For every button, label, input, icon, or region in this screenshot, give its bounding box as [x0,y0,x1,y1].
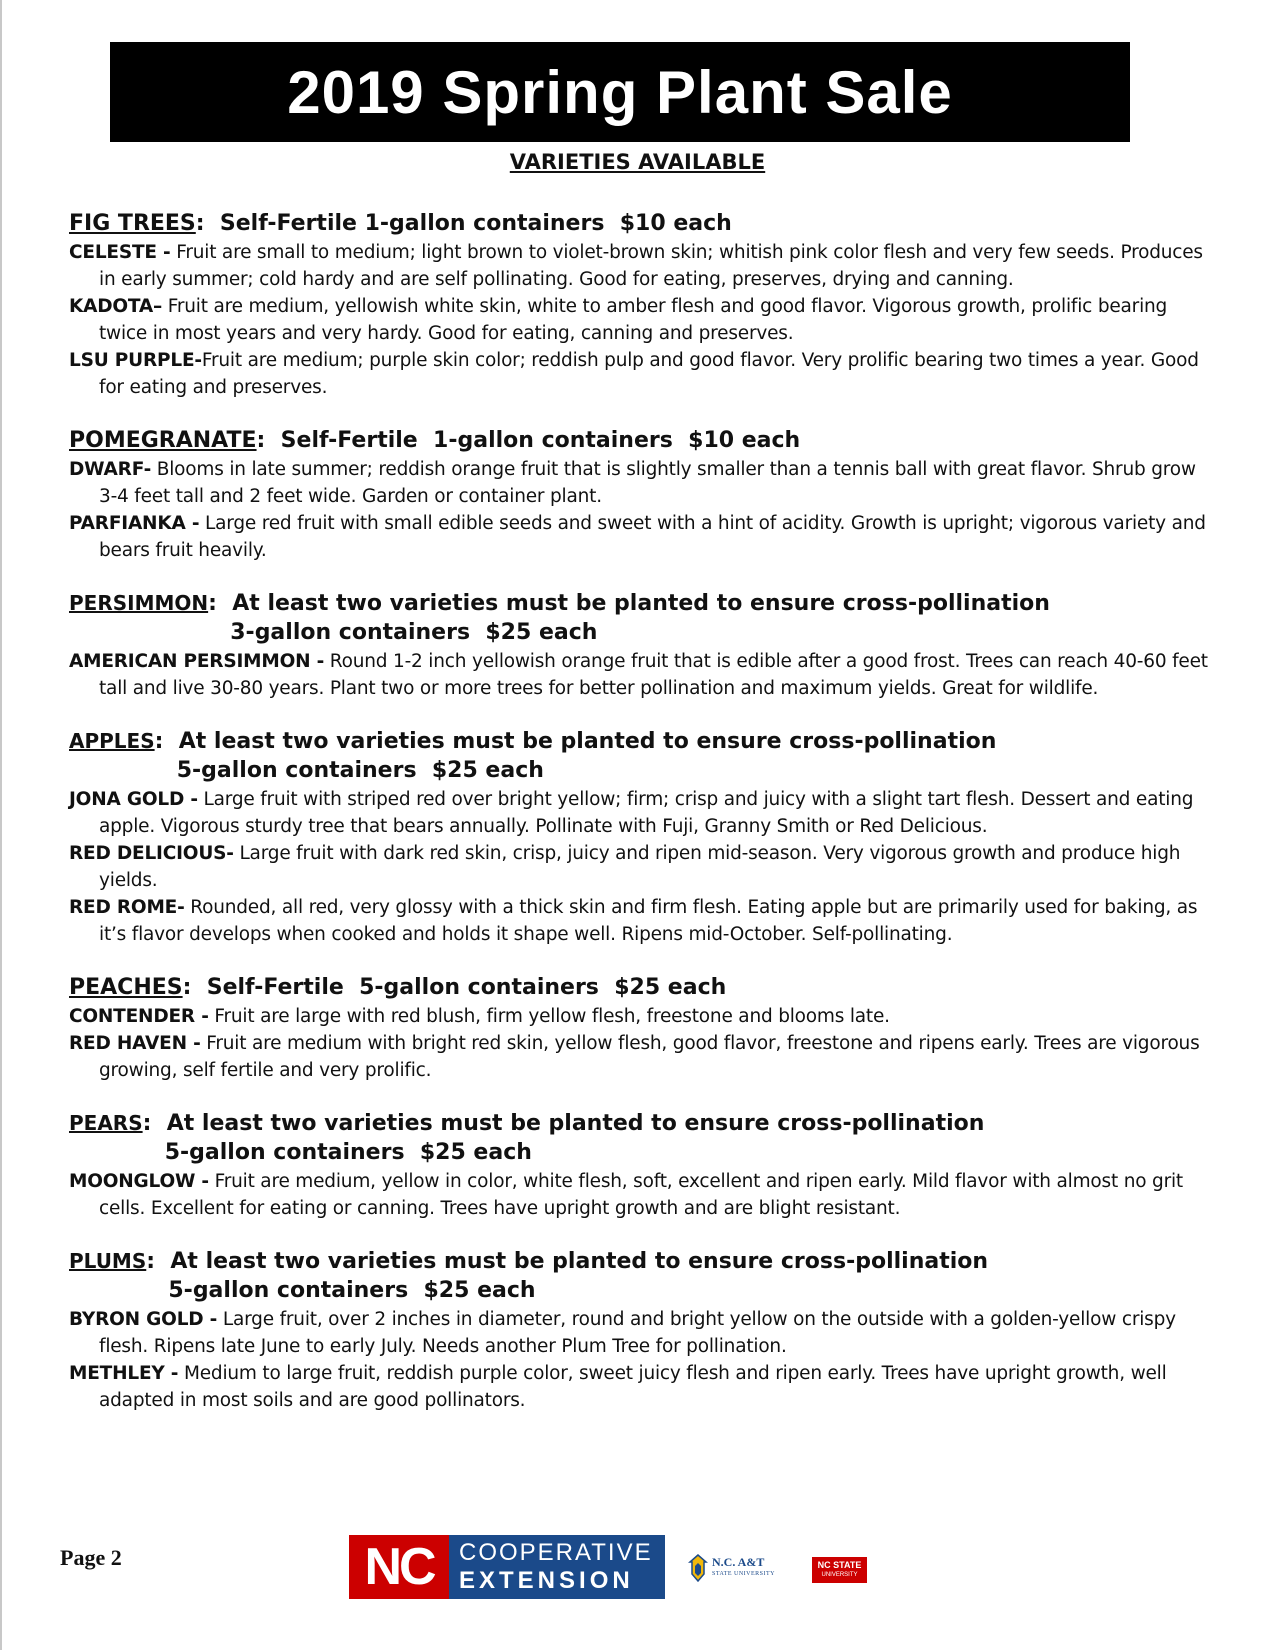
section-price: 5-gallon containers $25 each [176,758,544,783]
variety-name: MOONGLOW - [69,1171,209,1192]
section-details [170,1246,988,1306]
variety-name: DWARF- [69,459,152,480]
variety-description: Large fruit, over 2 inches in diameter, round and bright yellow on the outside with a golden-yellow crispy flesh. Ripens late June to early July. Needs another Plum Tree for pollination. [99,1309,1176,1357]
variety-description: Fruit are medium with bright red skin, yellow flesh, good flavor, freestone and ripens early. Trees are vigorous growing, self fertile and very prolific. [99,1033,1200,1081]
ncat-text [712,1556,775,1580]
variety-name: RED DELICIOUS- [69,843,234,864]
title-banner [110,42,1130,142]
heading-colon: : [208,591,233,616]
section-details [220,208,732,239]
nc-logo-line1: COOPERATIVE [459,1539,653,1566]
section-plums [69,1246,1219,1414]
page-number: Page 2 [60,1545,122,1570]
nc-mark: NC [349,1535,449,1599]
variety-entry [69,894,1219,948]
section-price: 5-gallon containers $25 each [168,1278,536,1303]
variety-entry [69,1030,1219,1084]
section-details [232,588,1050,648]
variety-description: Fruit are medium; purple skin color; reddish pulp and good flavor. Very prolific bearing two times a year. Good for eating and preserves. [99,350,1199,398]
section-requirement: Self-Fertile 1-gallon containers $10 each [219,211,732,236]
variety-entry [69,347,1219,401]
variety-entry [69,510,1219,564]
variety-entry [69,786,1219,840]
variety-entry [69,840,1219,894]
variety-description: Rounded, all red, very glossy with a thick skin and firm flesh. Eating apple but are primarily used for baking, as it’s flavor develops when cooked and holds it shape well. Ripens mid-October. Self-pollinating. [99,897,1198,945]
variety-name: BYRON GOLD - [69,1309,218,1330]
heading-colon: : [195,211,220,236]
heading-colon: : [256,428,281,453]
variety-description: Fruit are medium, yellowish white skin, white to amber flesh and good flavor. Vigorous growth, prolific bearing twice in most years and very hardy. Good for eating, canning and preserves. [99,296,1168,344]
variety-description: Large fruit with dark red skin, crisp, juicy and ripen mid-season. Very vigorous growth and produce high yields. [99,843,1181,891]
section-heading [69,1246,1219,1306]
section-details [176,726,997,786]
variety-description: Large red fruit with small edible seeds and sweet with a hint of acidity. Growth is upright; vigorous variety and bears fruit heavily. [99,513,1206,561]
section-requirement: Self-Fertile 1-gallon containers $10 each [280,428,801,453]
variety-name: METHLEY - [69,1363,179,1384]
nc-logo-text [449,1535,665,1599]
variety-name: KADOTA– [69,296,163,317]
page-title: 2019 Spring Plant Sale [287,58,953,126]
variety-entry [69,1360,1219,1414]
section-name: APPLES [69,729,155,753]
heading-colon: : [142,1111,167,1136]
variety-name: RED HAVEN - [69,1033,201,1054]
subtitle: VARIETIES AVAILABLE [509,150,766,174]
page-edge [0,0,2,1650]
section-heading [69,425,1219,456]
section-name: PLUMS [69,1249,147,1273]
ncat-logo [688,1554,775,1582]
variety-name: CONTENDER - [69,1006,209,1027]
section-name: POMEGRANATE [69,428,257,453]
variety-name: PARFIANKA - [69,513,200,534]
heading-colon: : [146,1249,171,1274]
section-price: 3-gallon containers $25 each [230,620,598,645]
ncstate-line2: UNIVERSITY [821,1572,858,1578]
heading-colon: : [154,729,179,754]
nc-cooperative-extension-logo [349,1535,665,1599]
section-apples [69,726,1219,948]
section-name: PERSIMMON [69,591,209,615]
variety-entry [69,293,1219,347]
variety-entry [69,648,1219,702]
variety-description: Fruit are small to medium; light brown to violet-brown skin; whitish pink color flesh and very few seeds. Produces in early summer; cold hardy and are self pollinating. Good for eating, preserves, drying and canning. [99,242,1203,290]
ncat-emblem-icon [688,1554,708,1582]
variety-description: Large fruit with striped red over bright yellow; firm; crisp and juicy with a slight tart flesh. Dessert and eating apple. Vigorous sturdy tree that bears annually. Pollinate with Fuji, Granny Smith or Red Delicious. [99,789,1194,837]
variety-entry [69,1003,1219,1030]
variety-description: Blooms in late summer; reddish orange fruit that is slightly smaller than a tennis ball with great flavor. Shrub grow 3-4 feet tall and 2 feet wide. Garden or container plant. [99,459,1196,507]
section-heading [69,588,1219,648]
variety-entry [69,1306,1219,1360]
variety-name: LSU PURPLE- [69,350,202,371]
varieties-list [69,208,1219,1438]
section-details [164,1108,985,1168]
section-name: PEACHES [69,975,183,1000]
section-name: FIG TREES [69,211,196,236]
variety-description: Medium to large fruit, reddish purple color, sweet juicy flesh and ripen early. Trees have upright growth, well adapted in most soils and are good pollinators. [99,1363,1167,1411]
ncat-line2: STATE UNIVERSITY [712,1571,776,1577]
ncat-line1: N.C. A&T [712,1555,765,1569]
variety-name: JONA GOLD - [69,789,198,810]
variety-description: Fruit are medium, yellow in color, white flesh, soft, excellent and ripen early. Mild flavor with almost no grit cells. Excellent for eating or canning. Trees have upright growth and are blight resistant. [99,1171,1183,1219]
section-requirement: Self-Fertile 5-gallon containers $25 each [206,975,727,1000]
section-requirement: At least two varieties must be planted to ensure cross-pollination [170,1249,989,1274]
section-price: 5-gallon containers $25 each [164,1140,532,1165]
variety-name: RED ROME- [69,897,185,918]
variety-description: Fruit are large with red blush, firm yellow flesh, freestone and blooms late. [208,1006,890,1027]
section-details [207,972,727,1003]
section-fig-trees [69,208,1219,401]
section-name: PEARS [69,1111,143,1135]
section-requirement: At least two varieties must be planted to ensure cross-pollination [166,1111,985,1136]
heading-colon: : [182,975,207,1000]
section-heading [69,726,1219,786]
variety-entry [69,239,1219,293]
ncstate-line1: NC STATE [817,1560,862,1570]
section-pears [69,1108,1219,1222]
section-peaches [69,972,1219,1084]
nc-logo-line2: EXTENSION [459,1567,634,1594]
variety-description: Round 1-2 inch yellowish orange fruit that is edible after a good frost. Trees can reach 40-60 feet tall and live 30-80 years. Plant two or more trees for better pollination and maximum yields. Great for wildlife. [99,651,1208,699]
section-requirement: At least two varieties must be planted to ensure cross-pollination [232,591,1050,616]
section-persimmon [69,588,1219,702]
section-heading [69,1108,1219,1168]
ncstate-logo [812,1557,867,1583]
section-details [281,425,801,456]
section-heading [69,208,1219,239]
section-heading [69,972,1219,1003]
variety-entry [69,1168,1219,1222]
section-pomegranate [69,425,1219,564]
section-requirement: At least two varieties must be planted to ensure cross-pollination [178,729,997,754]
variety-entry [69,456,1219,510]
variety-name: CELESTE - [69,242,171,263]
variety-name: AMERICAN PERSIMMON - [69,651,325,672]
